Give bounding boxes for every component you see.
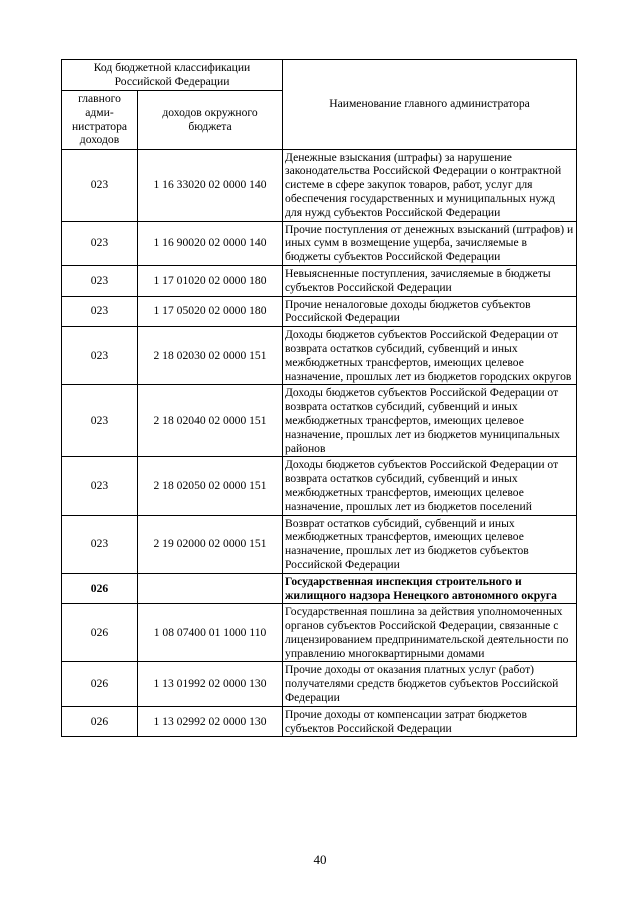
table-row	[62, 515, 577, 573]
header-chief-admin: главного адми-нистратора доходов	[62, 90, 138, 149]
admin-code-cell: 026	[62, 573, 138, 604]
table-row	[62, 662, 577, 706]
admin-name-cell: Доходы бюджетов субъектов Российской Федерации от возврата остатков субсидий, субвенций и иных межбюджетных трансфертов, имеющих целевое назначение, прошлых лет из бюджетов поселений	[283, 457, 577, 515]
admin-code-cell: 023	[62, 221, 138, 265]
page-number: 40	[313, 852, 327, 867]
income-code-cell: 2 18 02040 02 0000 151	[138, 385, 283, 457]
admin-code-cell: 023	[62, 149, 138, 221]
admin-name-cell: Прочие поступления от денежных взысканий (штрафов) и иных сумм в возмещение ущерба, зачисляемые в бюджеты субъектов Российской Федерации	[283, 221, 577, 265]
header-classification-code: Код бюджетной классификации Российской Федерации	[62, 60, 283, 91]
admin-name-cell: Государственная пошлина за действия уполномоченных органов субъектов Российской Федерации, связанные с лицензированием предпринимательской деятельности по управлению многоквартирными домами	[283, 604, 577, 662]
income-code-cell: 2 19 02000 02 0000 151	[138, 515, 283, 573]
admin-name-cell: Прочие доходы от компенсации затрат бюджетов субъектов Российской Федерации	[283, 706, 577, 737]
admin-code-cell: 023	[62, 296, 138, 327]
admin-name-cell: Невыясненные поступления, зачисляемые в бюджеты субъектов Российской Федерации	[283, 265, 577, 296]
income-code-cell: 1 17 05020 02 0000 180	[138, 296, 283, 327]
income-code-cell: 2 18 02050 02 0000 151	[138, 457, 283, 515]
table-row	[62, 573, 577, 604]
income-code-cell: 1 17 01020 02 0000 180	[138, 265, 283, 296]
table-row	[62, 221, 577, 265]
income-code-cell: 2 18 02030 02 0000 151	[138, 327, 283, 385]
income-code-cell: 1 16 90020 02 0000 140	[138, 221, 283, 265]
table-row	[62, 457, 577, 515]
income-code-cell: 1 08 07400 01 1000 110	[138, 604, 283, 662]
table-row	[62, 296, 577, 327]
admin-name-cell: Возврат остатков субсидий, субвенций и иных межбюджетных трансфертов, имеющих целевое назначение, прошлых лет из бюджетов субъектов Российской Федерации	[283, 515, 577, 573]
table-row	[62, 265, 577, 296]
income-code-cell: 1 13 02992 02 0000 130	[138, 706, 283, 737]
table-row	[62, 149, 577, 221]
admin-code-cell: 023	[62, 457, 138, 515]
income-code-cell	[138, 573, 283, 604]
admin-code-cell: 026	[62, 604, 138, 662]
income-code-cell: 1 13 01992 02 0000 130	[138, 662, 283, 706]
admin-code-cell: 023	[62, 515, 138, 573]
table-row	[62, 604, 577, 662]
admin-code-cell: 023	[62, 385, 138, 457]
table-body	[62, 149, 577, 737]
header-admin-name: Наименование главного администратора	[283, 60, 577, 150]
admin-name-cell: Прочие доходы от оказания платных услуг (работ) получателями средств бюджетов субъектов Российской Федерации	[283, 662, 577, 706]
header-income-code: доходов окружного бюджета	[138, 90, 283, 149]
header-row-top	[62, 60, 577, 91]
admin-code-cell: 026	[62, 662, 138, 706]
table-row	[62, 385, 577, 457]
income-code-cell: 1 16 33020 02 0000 140	[138, 149, 283, 221]
admin-code-cell: 023	[62, 327, 138, 385]
admin-code-cell: 026	[62, 706, 138, 737]
admin-name-cell: Прочие неналоговые доходы бюджетов субъектов Российской Федерации	[283, 296, 577, 327]
table-row	[62, 706, 577, 737]
budget-classification-table	[61, 59, 577, 737]
table-row	[62, 327, 577, 385]
admin-name-cell: Денежные взыскания (штрафы) за нарушение законодательства Российской Федерации о контрактной системе в сфере закупок товаров, работ, услуг для обеспечения государственных и муниципальных нужд для нужд субъектов Российской Федерации	[283, 149, 577, 221]
admin-name-cell: Доходы бюджетов субъектов Российской Федерации от возврата остатков субсидий, субвенций и иных межбюджетных трансфертов, имеющих целевое назначение, прошлых лет из бюджетов городских округов	[283, 327, 577, 385]
admin-code-cell: 023	[62, 265, 138, 296]
admin-name-cell: Доходы бюджетов субъектов Российской Федерации от возврата остатков субсидий, субвенций и иных межбюджетных трансфертов, имеющих целевое назначение, прошлых лет из бюджетов муниципальных районов	[283, 385, 577, 457]
admin-name-cell: Государственная инспекция строительного и жилищного надзора Ненецкого автономного округа	[283, 573, 577, 604]
